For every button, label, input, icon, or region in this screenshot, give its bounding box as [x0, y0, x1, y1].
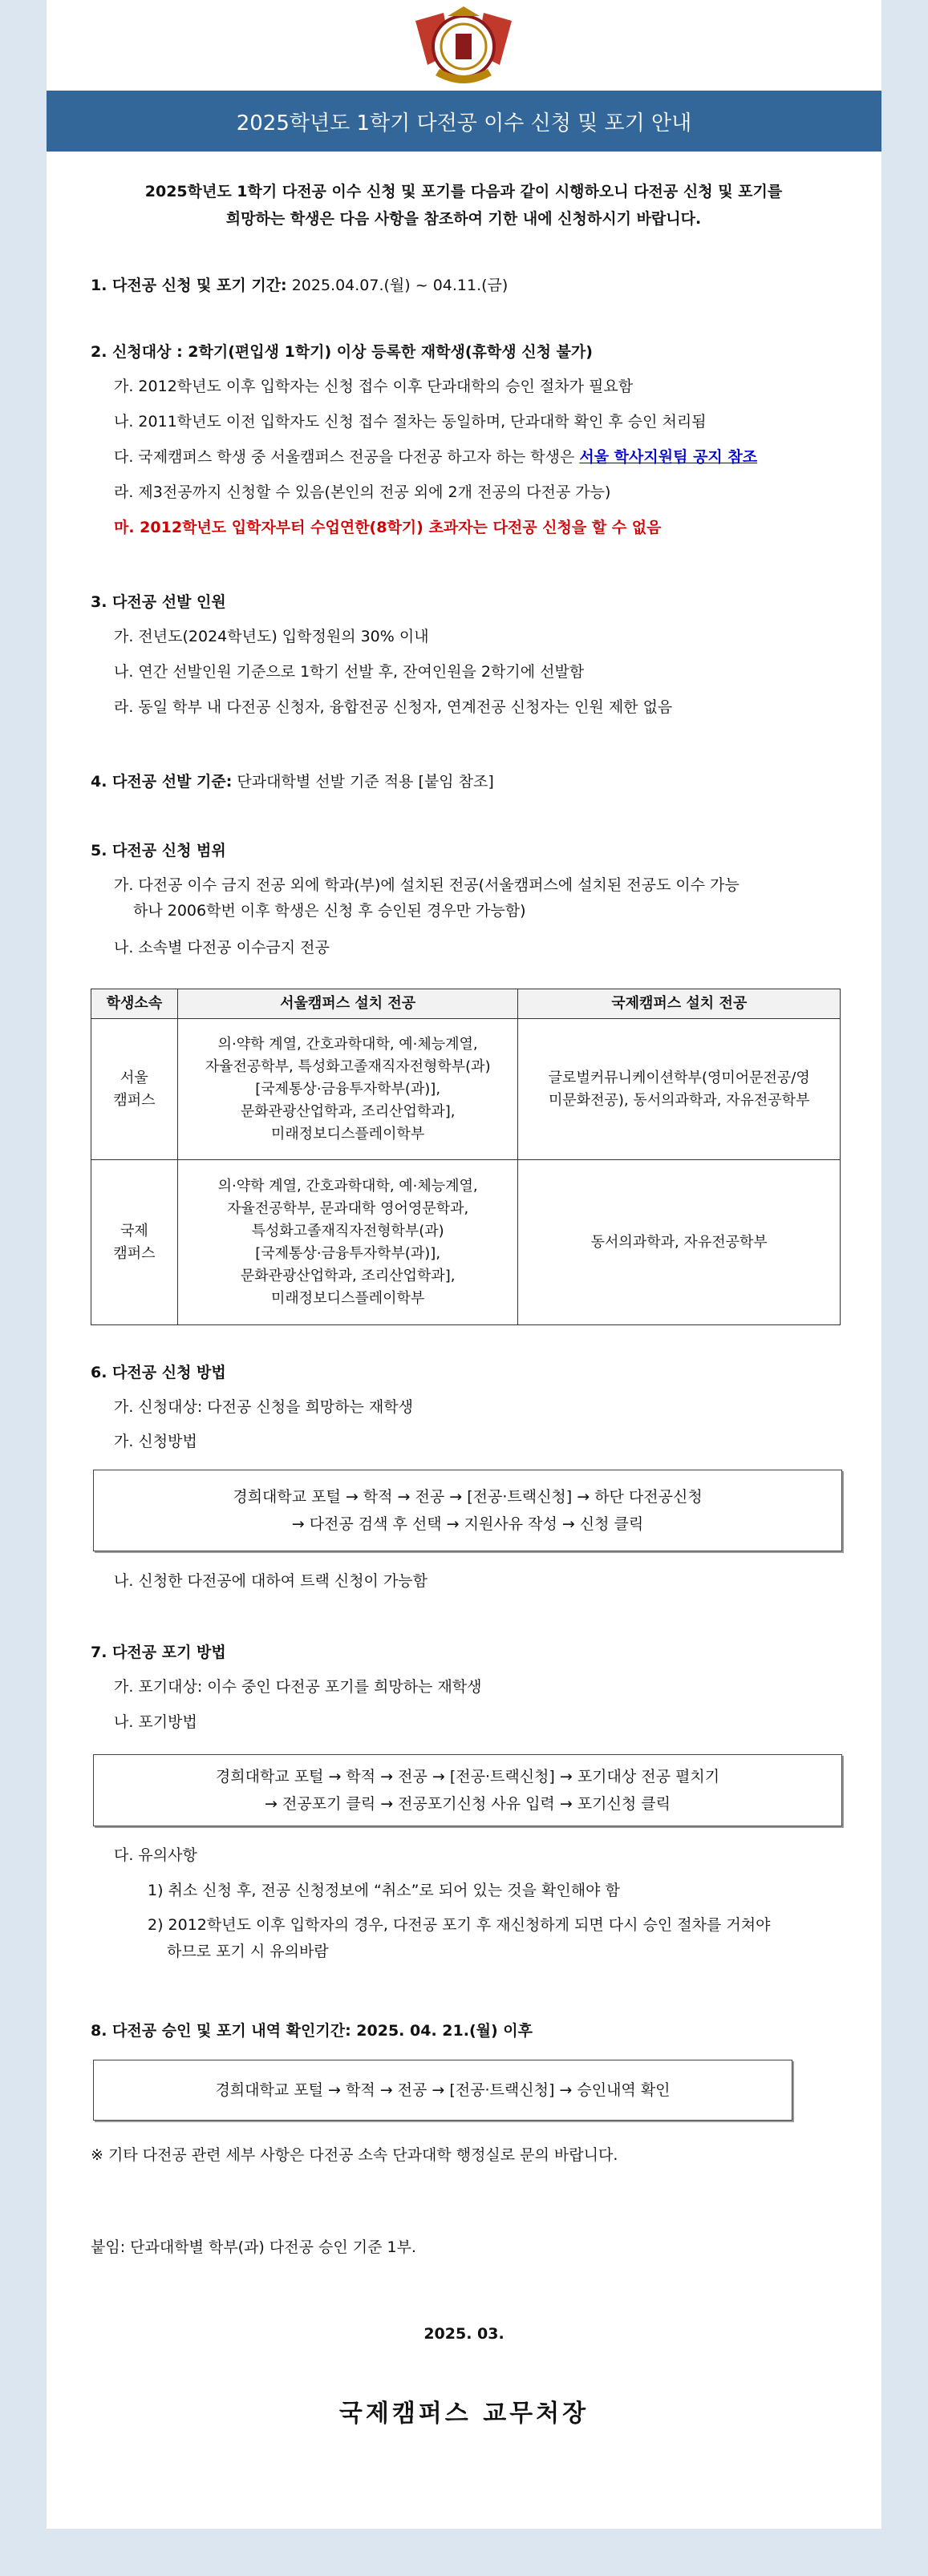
section-1-period: 1. 다전공 신청 및 포기 기간: 2025.04.07.(월) ~ 04.11.(금) [91, 277, 509, 294]
section-2-item-ra: 라. 제3전공까지 신청할 수 있음(본인의 전공 외에 2개 전공의 다전공 가능) [114, 483, 611, 501]
section-5-title: 5. 다전공 신청 범위 [91, 842, 226, 859]
table-cell-seoul-majors: 의·약학 계열, 간호과학대학, 예·체능계열, 자율전공학부, 특성화고졸재직자전형학부(과) [국제통상·금융투자학부(과)], 문화관광산업학과, 조리산업학과], 미래정보디스플레이학부 [177, 1019, 518, 1160]
section-2-title: 2. 신청대상 : 2학기(편입생 1학기) 이상 등록한 재학생(휴학생 신청 불가) [91, 343, 593, 361]
section-3-item-ra: 라. 동일 학부 내 다전공 신청자, 융합전공 신청자, 연계전공 신청자는 인원 제한 없음 [114, 698, 673, 716]
section-6-title: 6. 다전공 신청 방법 [91, 1364, 226, 1381]
university-crest-icon [399, 5, 528, 93]
table-cell-campus: 서울 캠퍼스 [91, 1019, 178, 1160]
seoul-notice-link[interactable]: 서울 학사지원팀 공지 참조 [579, 448, 758, 466]
section-5-item-ga-line2: 하나 2006학번 이후 학생은 신청 후 승인된 경우만 가능함) [133, 902, 526, 920]
section-6-item-method: 가. 신청방법 [114, 1433, 197, 1450]
table-cell-campus: 국제 캠퍼스 [91, 1160, 178, 1325]
section-7-note-2-line1: 2) 2012학년도 이후 입학자의 경우, 다전공 포기 후 재신청하게 되면 다시 승인 절차를 거쳐야 [148, 1916, 771, 1934]
section-2-item-ga: 가. 2012학년도 이후 입학자는 신청 접수 이후 단과대학의 승인 절차가 필요함 [114, 378, 634, 395]
document-page [47, 0, 881, 2529]
table-header-row [91, 989, 841, 1019]
table-row-international [91, 1160, 841, 1325]
table-cell-intl-majors: 글로벌커뮤니케이션학부(영미어문전공/영 미문화전공), 동서의과학과, 자유전공학부 [518, 1019, 841, 1160]
section-2-item-ma-warning: 마. 2012학년도 입학자부터 수업연한(8학기) 초과자는 다전공 신청을 할 수 없음 [114, 519, 662, 536]
section-7-item-notes: 다. 유의사항 [114, 1846, 197, 1864]
table-row-seoul [91, 1019, 841, 1160]
section-3-item-ga: 가. 전년도(2024학년도) 입학정원의 30% 이내 [114, 628, 429, 645]
section-5-item-ga-line1: 가. 다전공 이수 금지 전공 외에 학과(부)에 설치된 전공(서울캠퍼스에 설치된 전공도 이수 가능 [114, 876, 740, 894]
section-7-item-target: 가. 포기대상: 이수 중인 다전공 포기를 희망하는 재학생 [114, 1678, 482, 1696]
section-6-item-track: 나. 신청한 다전공에 대하여 트랙 신청이 가능함 [114, 1572, 428, 1590]
table-cell-intl-majors: 동서의과학과, 자유전공학부 [518, 1160, 841, 1325]
intro-text: 2025학년도 1학기 다전공 이수 신청 및 포기를 다음과 같이 시행하오니 다전공 신청 및 포기를 희망하는 학생은 다음 사항을 참조하여 기한 내에 신청하시기 바랍니다. [144, 183, 783, 228]
page-title: 2025학년도 1학기 다전공 이수 신청 및 포기 안내 [47, 91, 881, 152]
section-7-note-1: 1) 취소 신청 후, 전공 신청정보에 “취소”로 되어 있는 것을 확인해야 함 [148, 1882, 620, 1899]
table-header-cell: 서울캠퍼스 설치 전공 [177, 989, 518, 1019]
table-cell-seoul-majors: 의·약학 계열, 간호과학대학, 예·체능계열, 자율전공학부, 문과대학 영어영문학과, 특성화고졸재직자전형학부(과) [국제통상·금융투자학부(과)], 문화관광산업학과, 조리산업학과], 미래정보디스플레이학부 [177, 1160, 518, 1325]
withdraw-steps-box: 경희대학교 포털 → 학적 → 전공 → [전공·트랙신청] → 포기대상 전공 펼치기 → 전공포기 클릭 → 전공포기신청 사유 입력 → 포기신청 클릭 [93, 1754, 842, 1826]
apply-steps-box: 경희대학교 포털 → 학적 → 전공 → [전공·트랙신청] → 하단 다전공신청 → 다전공 검색 후 선택 → 지원사유 작성 → 신청 클릭 [93, 1470, 842, 1551]
restricted-majors-table [91, 989, 841, 1325]
section-7-title: 7. 다전공 포기 방법 [91, 1644, 226, 1661]
section-2-item-na: 나. 2011학년도 이전 입학자도 신청 접수 절차는 동일하며, 단과대학 확인 후 승인 처리됨 [114, 413, 707, 431]
section-2-item-da: 다. 국제캠퍼스 학생 중 서울캠퍼스 전공을 다전공 하고자 하는 학생은 서울 학사지원팀 공지 참조 [114, 448, 758, 466]
section-3-title: 3. 다전공 선발 인원 [91, 593, 226, 611]
section-3-item-na: 나. 연간 선발인원 기준으로 1학기 선발 후, 잔여인원을 2학기에 선발함 [114, 663, 585, 681]
table-header-cell: 국제캠퍼스 설치 전공 [518, 989, 841, 1019]
section-7-note-2-line2: 하므로 포기 시 유의바람 [167, 1943, 329, 1960]
section-8-title: 8. 다전공 승인 및 포기 내역 확인기간: 2025. 04. 21.(월) 이후 [91, 2022, 533, 2040]
section-5-item-na: 나. 소속별 다전공 이수금지 전공 [114, 939, 330, 956]
signer-name: 국제캠퍼스 교무처장 [338, 2400, 590, 2428]
approval-steps-box: 경희대학교 포털 → 학적 → 전공 → [전공·트랙신청] → 승인내역 확인 [93, 2060, 792, 2121]
document-date: 2025. 03. [423, 2325, 505, 2343]
section-4-criteria: 4. 다전공 선발 기준: 단과대학별 선발 기준 적용 [붙임 참조] [91, 773, 494, 791]
section-7-item-method: 나. 포기방법 [114, 1713, 197, 1731]
section-6-item-target: 가. 신청대상: 다전공 신청을 희망하는 재학생 [114, 1398, 414, 1416]
table-header-cell: 학생소속 [91, 989, 178, 1019]
attachment-note: 붙임: 단과대학별 학부(과) 다전공 승인 기준 1부. [91, 2238, 416, 2256]
contact-note: ※ 기타 다전공 관련 세부 사항은 다전공 소속 단과대학 행정실로 문의 바랍니다. [91, 2146, 618, 2164]
